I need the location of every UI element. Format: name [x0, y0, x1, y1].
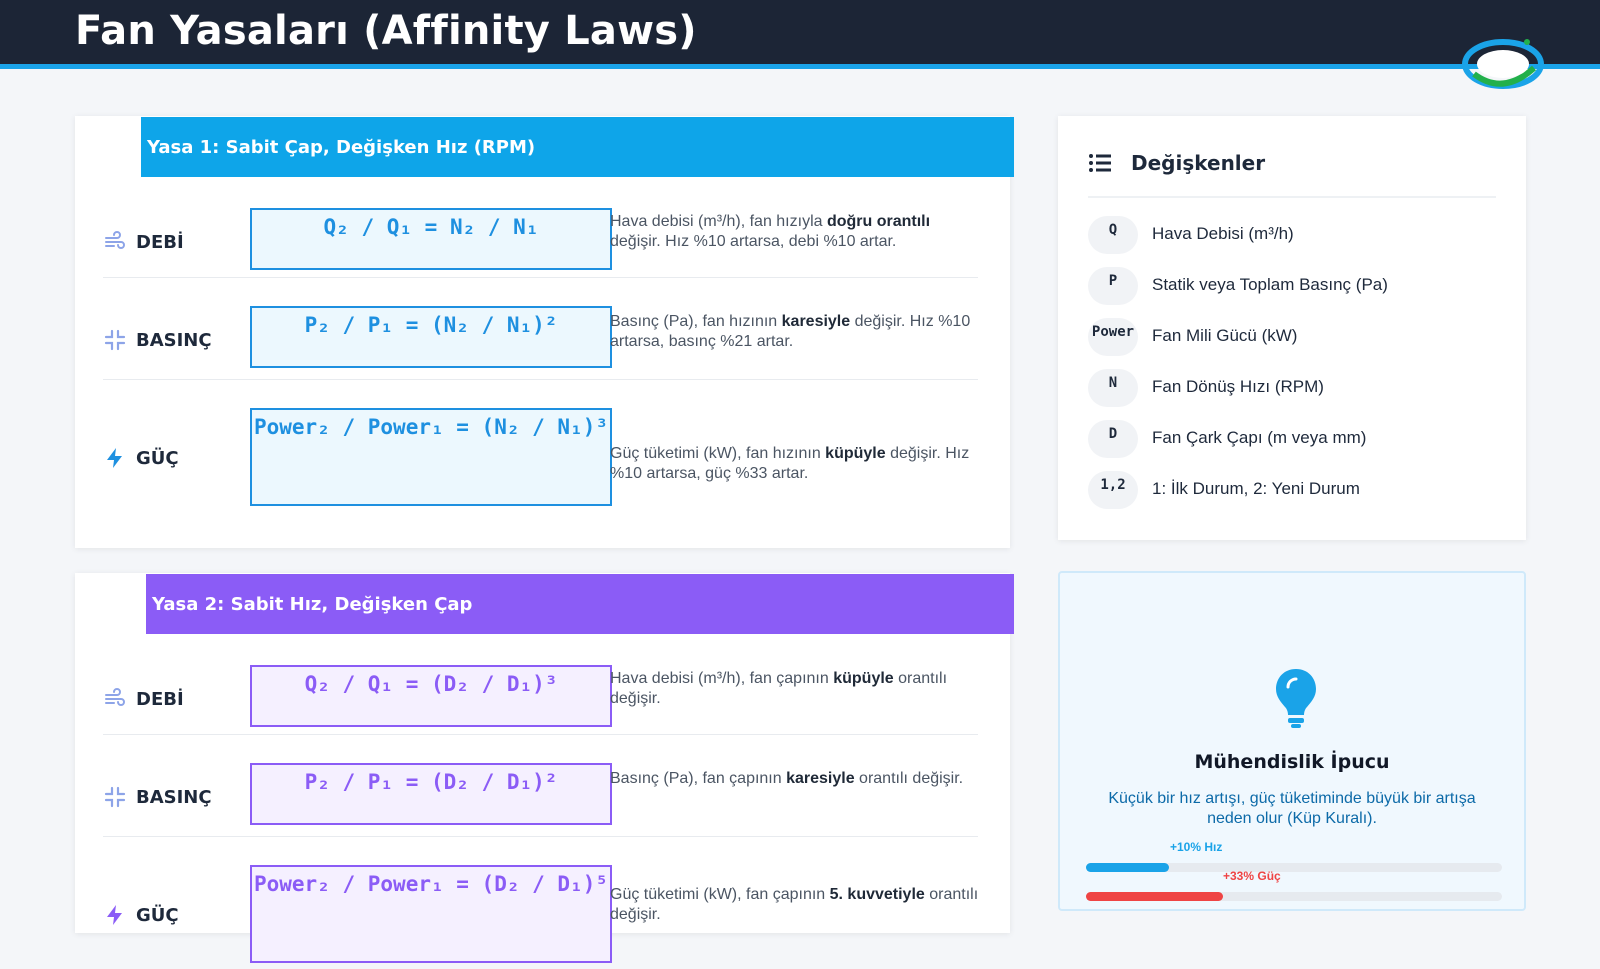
variable-symbol: N	[1088, 369, 1138, 407]
speed-bar	[1086, 863, 1502, 872]
variable-symbol: P	[1088, 267, 1138, 305]
row-label: BASINÇ	[136, 330, 212, 351]
row-label: DEBİ	[136, 689, 184, 710]
variable-item	[1088, 267, 1508, 307]
wind-icon	[103, 230, 127, 254]
row-description: Basınç (Pa), fan hızının karesiyle değişir. Hız %10 artarsa, basınç %21 artar.	[610, 313, 971, 350]
variable-symbol: D	[1088, 420, 1138, 458]
tip-text: Küçük bir hız artışı, güç tüketiminde büyük bir artışa neden olur (Küp Kuralı).	[1108, 790, 1476, 827]
variable-text: 1: İlk Durum, 2: Yeni Durum	[1152, 479, 1360, 498]
variable-symbol: Power	[1088, 318, 1138, 356]
law2-row-pressure	[103, 757, 978, 837]
variable-text: Hava Debisi (m³/h)	[1152, 224, 1294, 243]
formula-box: Q₂ / Q₁ = N₂ / N₁	[250, 208, 612, 270]
engineering-tip-card	[1058, 571, 1526, 911]
law1-title: Yasa 1: Sabit Çap, Değişken Hız (RPM)	[141, 117, 1014, 177]
formula-box: P₂ / P₁ = (N₂ / N₁)²	[250, 306, 612, 368]
compress-icon	[103, 785, 127, 809]
row-label: GÜÇ	[136, 905, 179, 926]
variable-text: Fan Mili Gücü (kW)	[1152, 326, 1298, 345]
variable-item	[1088, 420, 1508, 460]
speed-bar-label: +10% Hız	[1170, 840, 1223, 854]
formula-box: Power₂ / Power₁ = (D₂ / D₁)⁵	[250, 865, 612, 963]
row-label: DEBİ	[136, 232, 184, 253]
variable-symbol: 1,2	[1088, 471, 1138, 509]
law2-title: Yasa 2: Sabit Hız, Değişken Çap	[146, 574, 1014, 634]
bolt-icon	[103, 903, 127, 927]
law2-row-power	[103, 859, 978, 969]
power-bar	[1086, 892, 1502, 901]
variable-symbol: Q	[1088, 216, 1138, 254]
formula-box: Power₂ / Power₁ = (N₂ / N₁)³	[250, 408, 612, 506]
wind-icon	[103, 687, 127, 711]
variable-text: Fan Çark Çapı (m veya mm)	[1152, 428, 1367, 447]
variable-item	[1088, 471, 1508, 511]
formula-box: P₂ / P₁ = (D₂ / D₁)²	[250, 763, 612, 825]
variable-text: Statik veya Toplam Basınç (Pa)	[1152, 275, 1388, 294]
law1-row-flow	[103, 204, 978, 278]
page-title: Fan Yasaları (Affinity Laws)	[75, 8, 697, 54]
bolt-icon	[103, 446, 127, 470]
speed-bar-fill	[1086, 863, 1169, 872]
row-label: BASINÇ	[136, 787, 212, 808]
divider	[1088, 196, 1496, 198]
law1-row-power	[103, 402, 978, 512]
company-logo-icon	[1462, 34, 1544, 92]
header-accent-line	[0, 64, 1600, 69]
lightbulb-icon	[1272, 667, 1320, 729]
variable-item	[1088, 369, 1508, 409]
variables-card	[1058, 116, 1526, 540]
row-description: Hava debisi (m³/h), fan hızıyla doğru orantılı değişir. Hız %10 artarsa, debi %10 artar.	[610, 213, 931, 250]
variables-title: Değişkenler	[1131, 151, 1266, 175]
row-label: GÜÇ	[136, 448, 179, 469]
row-description: Hava debisi (m³/h), fan çapının küpüyle orantılı değişir.	[610, 670, 948, 707]
power-bar-label: +33% Güç	[1223, 869, 1281, 883]
law1-card	[75, 116, 1010, 548]
compress-icon	[103, 328, 127, 352]
law2-card	[75, 573, 1010, 933]
variable-text: Fan Dönüş Hızı (RPM)	[1152, 377, 1324, 396]
variable-item	[1088, 318, 1508, 358]
law2-row-flow	[103, 661, 978, 735]
power-bar-fill	[1086, 892, 1223, 901]
list-icon	[1088, 152, 1112, 174]
tip-title: Mühendislik İpucu	[1194, 751, 1390, 773]
law1-row-pressure	[103, 300, 978, 380]
formula-box: Q₂ / Q₁ = (D₂ / D₁)³	[250, 665, 612, 727]
row-description: Güç tüketimi (kW), fan çapının 5. kuvvetiyle orantılı değişir.	[610, 886, 979, 923]
row-description: Basınç (Pa), fan çapının karesiyle orantılı değişir.	[610, 770, 964, 787]
variable-item	[1088, 216, 1508, 256]
row-description: Güç tüketimi (kW), fan hızının küpüyle değişir. Hız %10 artarsa, güç %33 artar.	[610, 445, 970, 482]
